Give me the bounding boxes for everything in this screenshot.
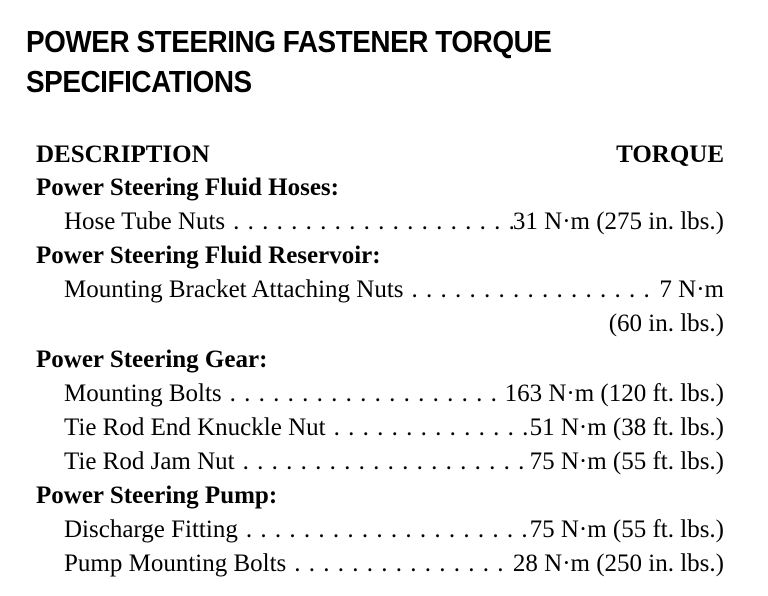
table-row [36,411,724,445]
leader-dots [404,273,660,307]
table-header [36,138,724,171]
item-torque: 163 N·m (120 ft. lbs.) [504,380,724,407]
item-description: Hose Tube Nuts [64,208,226,235]
item-torque: 75 N·m (55 ft. lbs.) [529,516,724,543]
header-description: DESCRIPTION [36,141,210,168]
item-torque: 28 N·m (250 in. lbs.) [512,550,724,577]
table-row [36,445,724,479]
leader-dots [326,411,530,445]
group-label-steering-gear: Power Steering Gear: [36,346,268,373]
item-torque: 75 N·m (55 ft. lbs.) [529,448,724,475]
item-description: Pump Mounting Bolts [64,550,287,577]
header-torque: TORQUE [616,141,724,168]
item-description: Tie Rod End Knuckle Nut [64,414,326,441]
page-title [26,22,674,102]
item-description: Mounting Bracket Attaching Nuts [64,276,404,303]
table-row [36,377,724,411]
torque-spec-table [36,138,724,581]
table-row [36,513,724,547]
table-row [36,547,724,581]
leader-dots [286,547,513,581]
item-torque: 31 N·m (275 in. lbs.) [512,208,724,235]
item-description: Tie Rod Jam Nut [64,448,235,475]
leader-dots [238,513,530,547]
group-label-fluid-hoses: Power Steering Fluid Hoses: [36,174,339,201]
item-torque-continued: (60 in. lbs.) [608,310,724,337]
leader-dots [235,445,530,479]
item-torque: 7 N·m [659,276,724,303]
item-description: Discharge Fitting [64,516,238,543]
leader-dots [222,377,505,411]
item-torque: 51 N·m (38 ft. lbs.) [529,414,724,441]
page-title-line-2: SPECIFICATIONS [26,64,252,99]
group-label-steering-pump: Power Steering Pump: [36,482,278,509]
group-label-fluid-reservoir: Power Steering Fluid Reservoir: [36,242,381,269]
page-title-line-1: POWER STEERING FASTENER TORQUE [26,24,552,59]
table-row [36,205,724,239]
leader-dots [225,205,513,239]
table-row [36,273,724,307]
item-description: Mounting Bolts [64,380,222,407]
